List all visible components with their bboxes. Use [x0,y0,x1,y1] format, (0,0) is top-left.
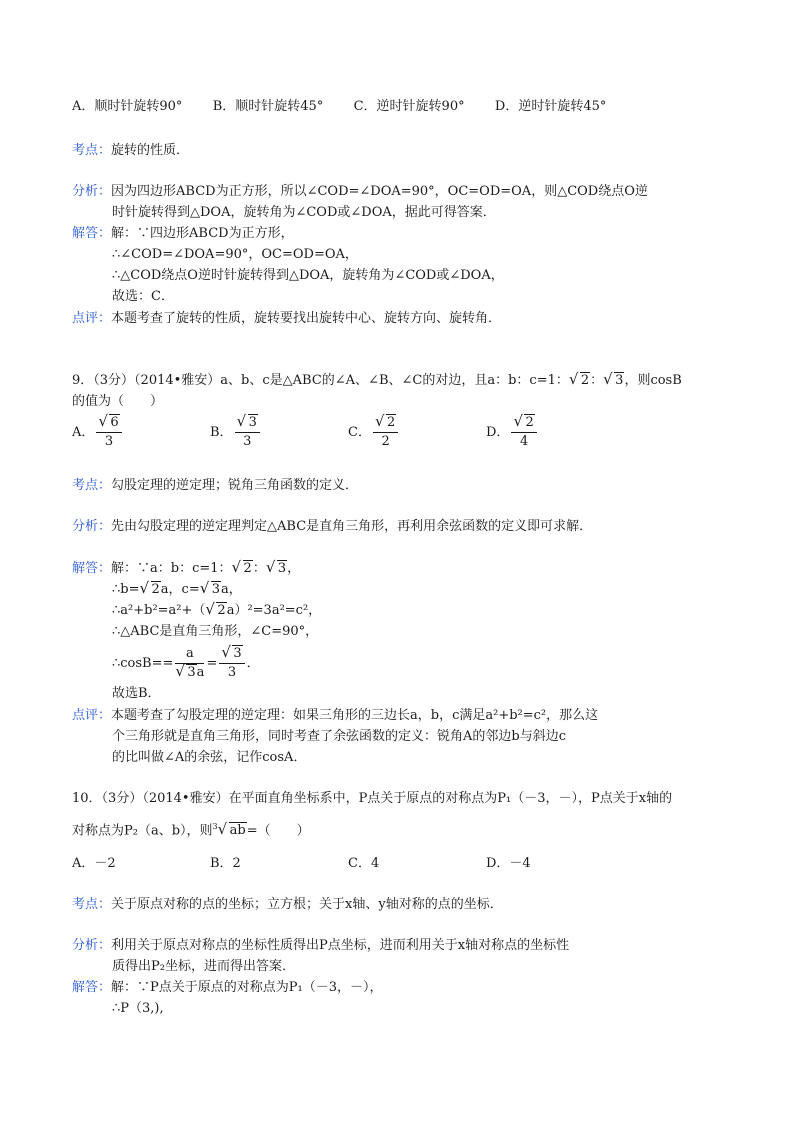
q9-jieda-sqrt3 [266,560,287,578]
q9-stem-line-1 [72,372,682,390]
q9-option-a-letter: A． [72,425,95,440]
q9-jieda-3b: a）²=3a²=c²， [226,603,322,618]
q9-option-b-fraction [235,414,260,451]
q9-fenxi [72,518,592,536]
q10-cube-root-index: 3 [212,822,218,831]
q9-jieda-r3: 3 [277,561,287,576]
q10-jieda-line-2: ∴P（3,), [112,1001,164,1016]
q9-jieda-5-den2: 3 [227,665,237,680]
q9-jieda-5-den-a: a [196,665,205,680]
q9-option-c-num: 2 [386,415,396,430]
q10-option-a: A．－2 [72,856,116,871]
q8-jieda-line-4: 故选：C． [112,289,174,304]
q9-jieda-2b: a，c= [160,582,200,597]
q10-stem-line-2 [72,818,310,840]
q9-jieda-line-2 [112,581,242,599]
q9-jieda-2c: a， [221,582,242,597]
q9-stem-line-2: 的值为（ ） [72,394,164,409]
q9-option-b-den: 3 [243,434,252,449]
q9-option-b-letter: B． [210,425,233,440]
q10-fenxi-line-1: 利用关于原点对称点的坐标性质得出P点坐标，进而利用关于x轴对称点的坐标性 [111,938,570,953]
q10-stem-2b: =（ ） [246,823,310,839]
q9-option-d-num: 2 [525,415,534,430]
q8-fenxi-line-2: 时针旋转得到△DOA，旋转角为∠COD或∠DOA，据此可得答案． [112,205,496,220]
q9-jieda-colon: ： [252,561,266,576]
q9-option-d [486,414,586,451]
q9-fenxi-text: 先由勾股定理的逆定理判定△ABC是直角三角形，再利用余弦函数的定义即可求解． [111,519,593,534]
q8-kaodian-text: 旋转的性质． [111,143,190,158]
q9-option-a [72,414,210,451]
q9-jieda-r2: 2 [243,561,252,576]
q10-stem-2a: 对称点为P₂（a、b），则 [72,823,213,839]
q9-option-c-letter: C． [348,425,371,440]
q9-jieda-5-num2-r3: 3 [233,646,242,661]
q9-option-c [348,414,486,451]
q9-jieda-2-sqrt2 [140,581,161,599]
q8-jieda-line-2: ∴∠COD=∠DOA=90°，OC=OD=OA， [112,247,358,262]
q9-jieda-label: 解答： [72,561,112,576]
q9-stem-colon: ： [590,373,604,388]
q10-options [72,855,586,873]
q9-option-d-fraction [511,414,536,451]
q8-jieda-line-3: ∴△COD绕点O逆时针旋转得到△DOA，旋转角为∠COD或∠DOA， [112,268,504,283]
q10-cube-root-radicand: ab [229,823,246,839]
q9-option-d-den: 4 [519,434,529,449]
q9-jieda-line-5 [112,645,260,682]
q8-dianping-label: 点评： [72,311,112,326]
q8-kaodian-label: 考点： [72,143,112,158]
q9-option-a-fraction [96,414,121,451]
q9-jieda-line-4: ∴△ABC是直角三角形，∠C=90°， [112,624,319,639]
cube-root [218,822,247,840]
q9-jieda-line-3 [112,602,321,620]
q9-kaodian [72,477,358,495]
q8-jieda-label: 解答： [72,226,112,241]
q9-jieda-3a: ∴a²+b²=a²+（ [112,603,206,618]
q10-kaodian [72,896,503,914]
q8-option-d: D．逆时针旋转45° [494,99,607,114]
q8-options [72,98,606,116]
q9-jieda-5a: ∴cosB== [112,656,174,671]
q9-kaodian-label: 考点： [72,478,112,493]
q9-jieda-1c: ， [287,561,301,576]
q9-options [72,414,586,451]
q9-option-b-num: 3 [248,415,257,430]
q10-option-d: D．－4 [486,856,531,871]
q9-fenxi-label: 分析： [72,519,112,534]
q8-kaodian [72,142,189,160]
q9-option-a-num: 6 [110,415,119,430]
q10-jieda [72,979,383,997]
q9-stem-a: 9．（3分）（2014•雅安）a、b、c是△ABC的∠A、∠B、∠C的对边，且a：b：c=1： [72,373,569,388]
q10-stem-line-1: 10．（3分）（2014•雅安）在平面直角坐标系中，P点关于原点的对称点为P₁（－3，－），P点关于x轴的 [72,791,673,806]
q9-stem-r2: 2 [580,373,590,388]
q10-fenxi-label: 分析： [72,938,112,953]
q8-jieda [72,225,294,243]
q8-option-c: C．逆时针旋转90° [353,99,465,114]
q8-fenxi [72,183,648,201]
q9-jieda-sqrt2 [232,560,253,578]
q8-fenxi-label: 分析： [72,184,112,199]
q9-jieda-3-r2: 2 [217,603,226,618]
q9-stem-r3: 3 [615,373,624,388]
q8-option-a: A．顺时针旋转90° [72,99,183,114]
q10-kaodian-label: 考点： [72,897,112,912]
q8-option-b: B．顺时针旋转45° [212,99,324,114]
q9-dianping-label: 点评： [72,708,112,723]
q10-fenxi-line-2: 质得出P₂坐标，进而得出答案． [112,959,295,974]
q9-jieda-2-r3: 3 [211,582,220,597]
q9-option-c-fraction [373,414,398,451]
q8-jieda-line-1: 解：∵四边形ABCD为正方形， [111,226,294,241]
sqrt-3 [603,372,624,390]
q9-option-a-den: 3 [104,434,114,449]
q9-jieda-1a: 解：∵a：b：c=1： [111,561,232,576]
q9-stem-b: ，则cosB [624,373,682,388]
q9-jieda-line-6: 故选B． [112,686,161,701]
q8-dianping-text: 本题考查了旋转的性质，旋转要找出旋转中心、旋转方向、旋转角． [111,311,502,326]
q10-kaodian-text: 关于原点对称的点的坐标；立方根；关于x轴、y轴对称的点的坐标． [111,897,503,912]
q9-dianping-line-3: 的比叫做∠A的余弦，记作cosA． [112,750,307,765]
q9-jieda [72,560,300,578]
q10-jieda-line-1: 解：∵P点关于原点的对称点为P₁（－3，－）， [111,980,383,995]
q10-option-c: C．4 [348,856,380,871]
q10-fenxi [72,937,569,955]
q9-jieda-5-end: ． [246,656,260,671]
q9-jieda-3-sqrt2 [205,602,226,620]
q9-option-d-letter: D． [486,425,510,440]
sqrt-2 [569,372,590,390]
q9-jieda-2a: ∴b= [112,582,140,597]
q9-jieda-5-den-r3: 3 [187,665,196,680]
q10-option-b: B．2 [210,856,241,871]
q8-fenxi-line-1: 因为四边形ABCD为正方形，所以∠COD=∠DOA=90°，OC=OD=OA，则△COD绕点O逆 [111,184,648,199]
q9-option-c-den: 2 [381,434,390,449]
q8-dianping [72,310,501,328]
q9-jieda-5-eq: = [206,656,218,671]
q9-dianping-line-2: 个三角形就是直角三角形，同时考查了余弦函数的定义：锐角A的邻边b与斜边c [112,729,566,744]
q9-jieda-5-frac-1 [175,645,204,682]
q10-jieda-label: 解答： [72,980,112,995]
q9-option-b [210,414,348,451]
q9-jieda-5-frac-2 [219,645,244,682]
q9-dianping [72,707,598,725]
q9-dianping-line-1: 本题考查了勾股定理的逆定理：如果三角形的三边长a，b，c满足a²+b²=c²，那么这 [111,708,599,723]
q9-kaodian-text: 勾股定理的逆定理；锐角三角函数的定义． [111,478,359,493]
q9-jieda-5-num: a [175,645,204,664]
q9-jieda-2-sqrt3 [200,581,221,599]
q9-jieda-2-r2: 2 [151,582,160,597]
